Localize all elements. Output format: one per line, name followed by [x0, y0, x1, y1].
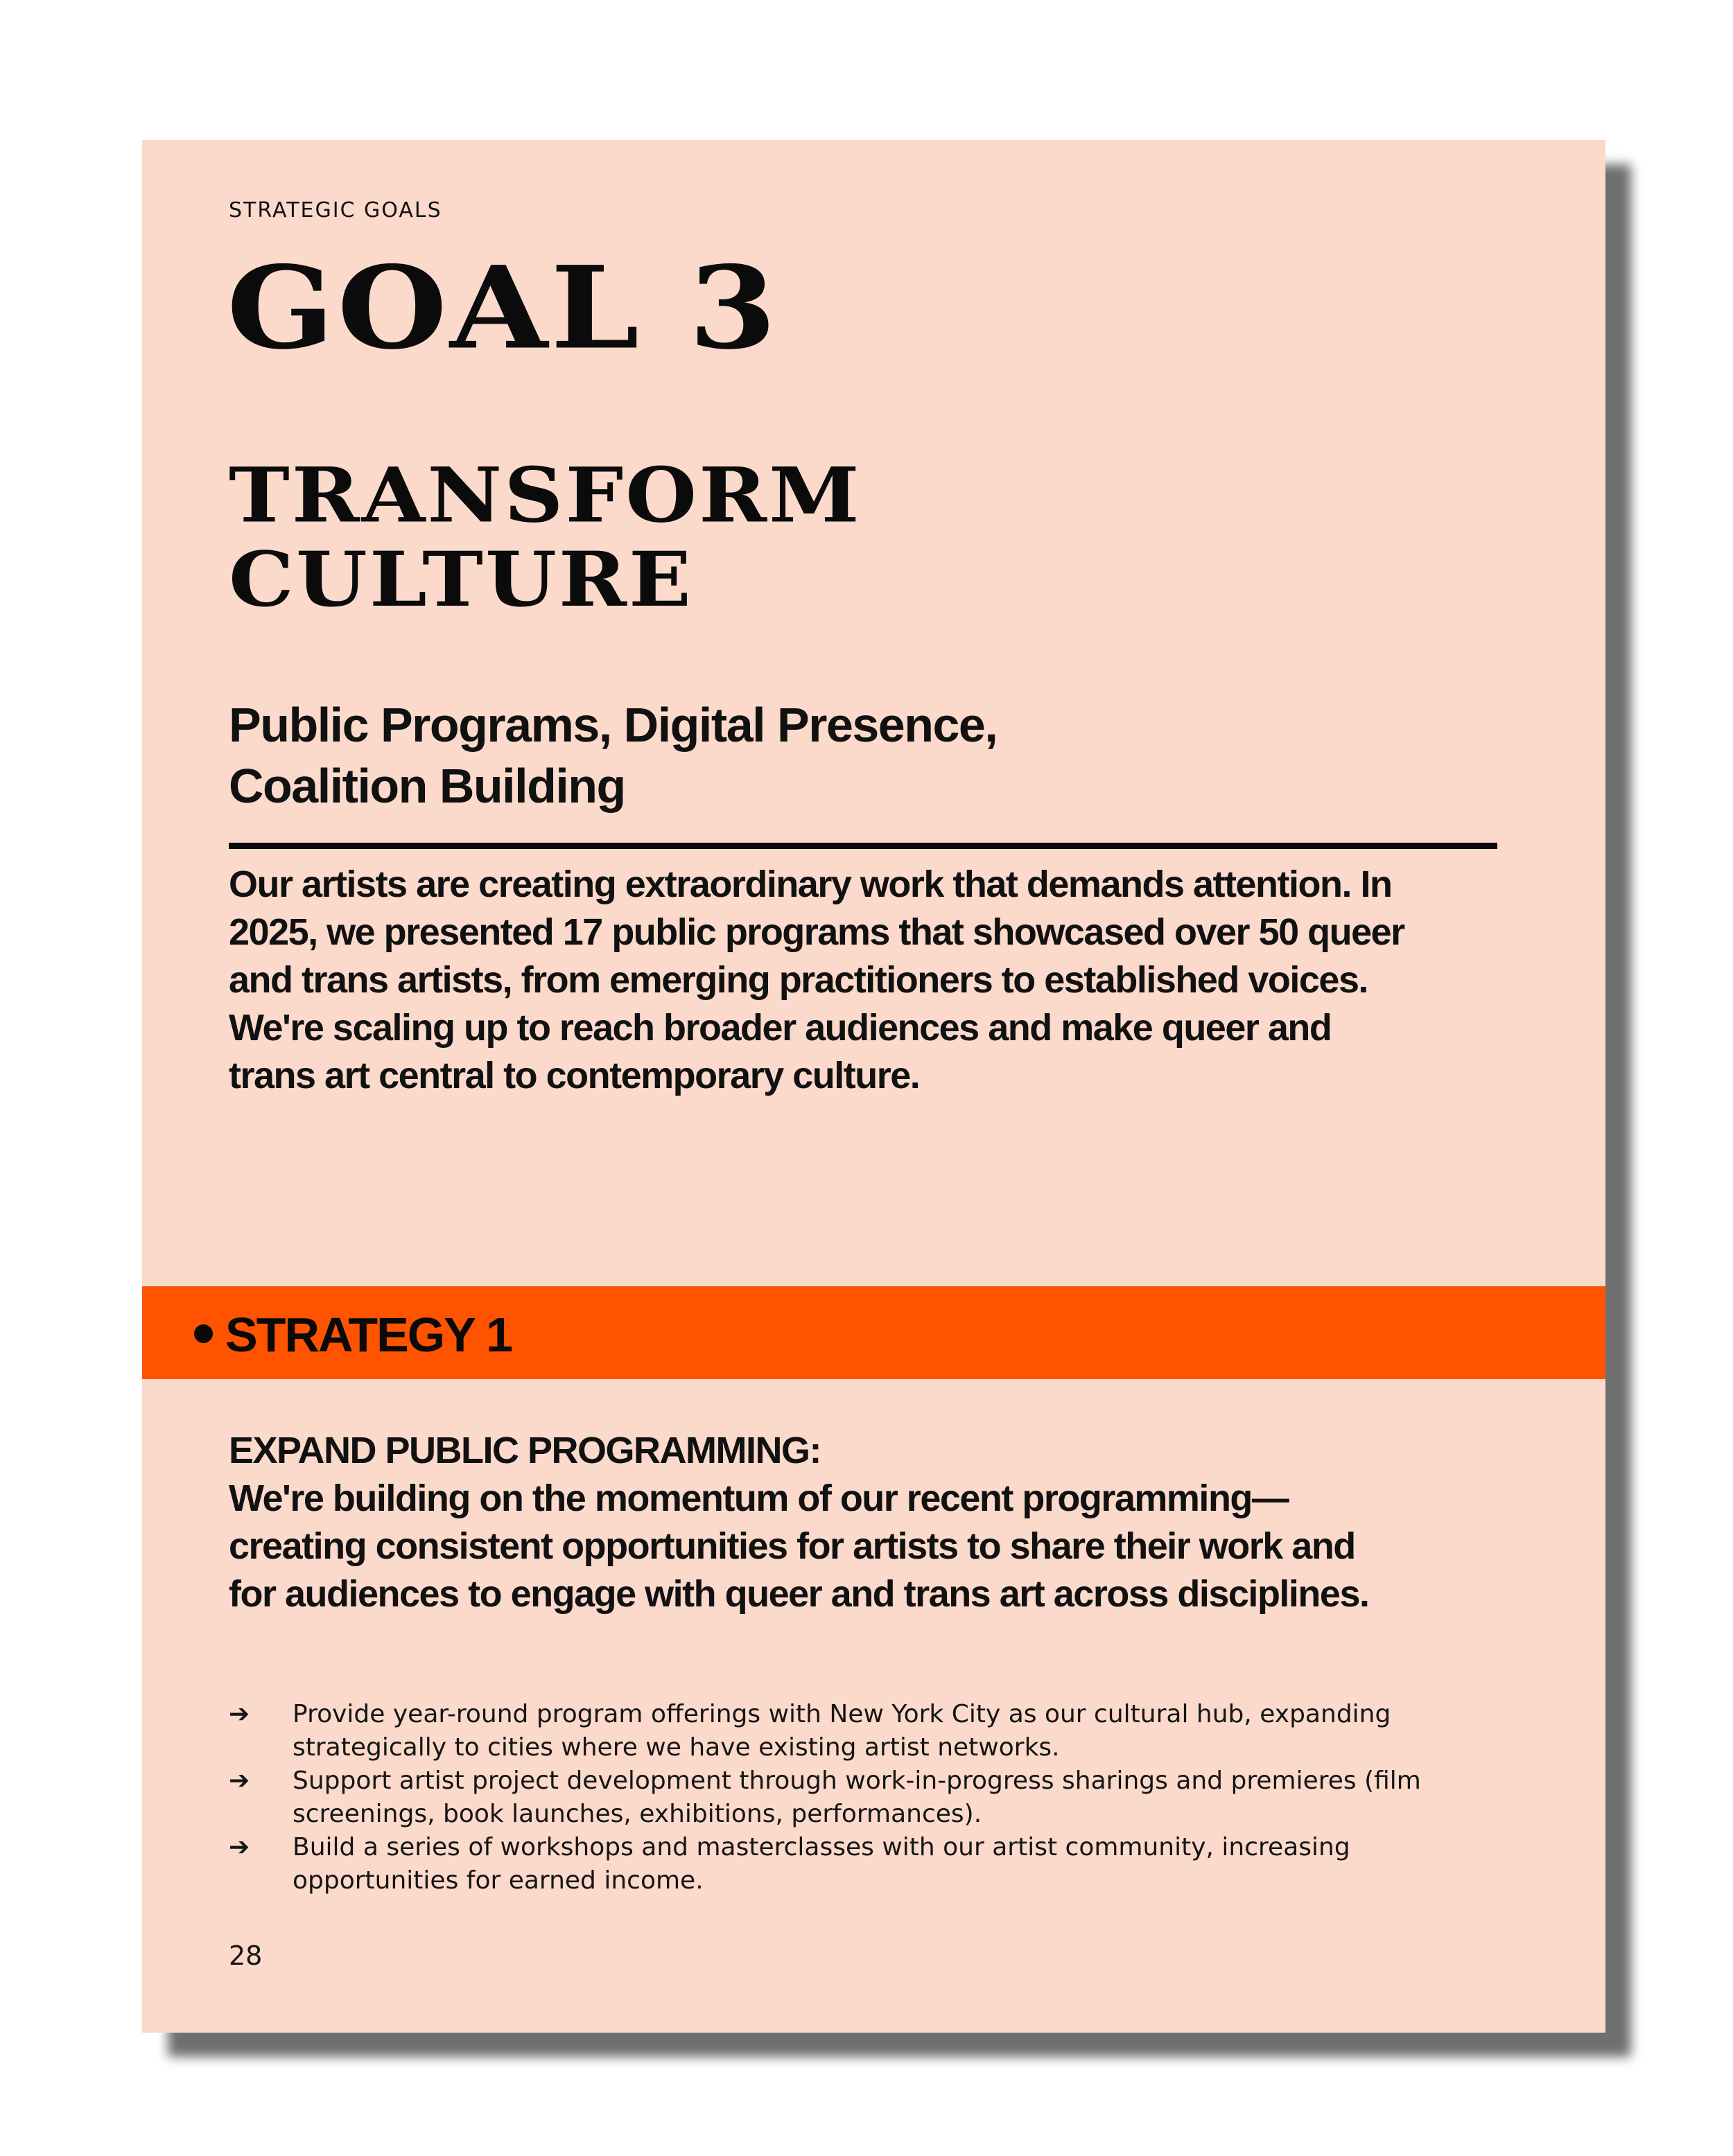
strategy-label: STRATEGY 1 — [225, 1308, 512, 1362]
arrow-right-icon: ➔ — [229, 1700, 250, 1728]
strategy-banner — [142, 1286, 1605, 1379]
section-label: STRATEGIC GOALS — [229, 198, 442, 222]
focus-areas-line: Public Programs, Digital Presence, — [229, 698, 998, 752]
list-item — [229, 1831, 1442, 1898]
arrow-right-icon: ➔ — [229, 1833, 250, 1861]
goal-subtitle-line: TRANSFORM — [229, 450, 862, 540]
document-page — [142, 140, 1605, 2033]
focus-areas-line: Coalition Building — [229, 759, 625, 813]
page-number: 28 — [229, 1940, 263, 1971]
focus-areas — [229, 694, 1269, 816]
strategy-heading: EXPAND PUBLIC PROGRAMMING: — [229, 1430, 821, 1471]
divider-rule — [229, 843, 1497, 849]
arrow-right-icon: ➔ — [229, 1767, 250, 1795]
bullet-dot-icon — [194, 1324, 213, 1343]
list-item — [229, 1698, 1442, 1764]
strategy-body: We're building on the momentum of our recent programming—creating consistent opportunities for artists to share their work and for audiences to engage with queer and trans art across disciplines. — [229, 1478, 1369, 1615]
list-item-text: Build a series of workshops and masterclasses with our artist community, increasing opportunities for earned income. — [293, 1833, 1350, 1895]
list-item — [229, 1764, 1442, 1831]
list-item-text: Support artist project development through work-in-progress sharings and premieres (film screenings, book launches, exhibitions, performances). — [293, 1767, 1421, 1828]
strategy-bullet-list — [229, 1698, 1442, 1898]
intro-paragraph: Our artists are creating extraordinary work that demands attention. In 2025, we presented 17 public programs that showcased over 50 queer and trans artists, from emerging practitioners to established voices. We're scaling up to reach broader audiences and make queer and trans art central to contemporary culture. — [229, 864, 1404, 1096]
list-item-text: Provide year-round program offerings with New York City as our cultural hub, expanding strategically to cities where we have existing artist networks. — [293, 1700, 1391, 1762]
goal-subtitle-line: CULTURE — [229, 534, 693, 624]
goal-title: GOAL 3 — [227, 240, 780, 375]
goal-subtitle — [229, 450, 862, 624]
